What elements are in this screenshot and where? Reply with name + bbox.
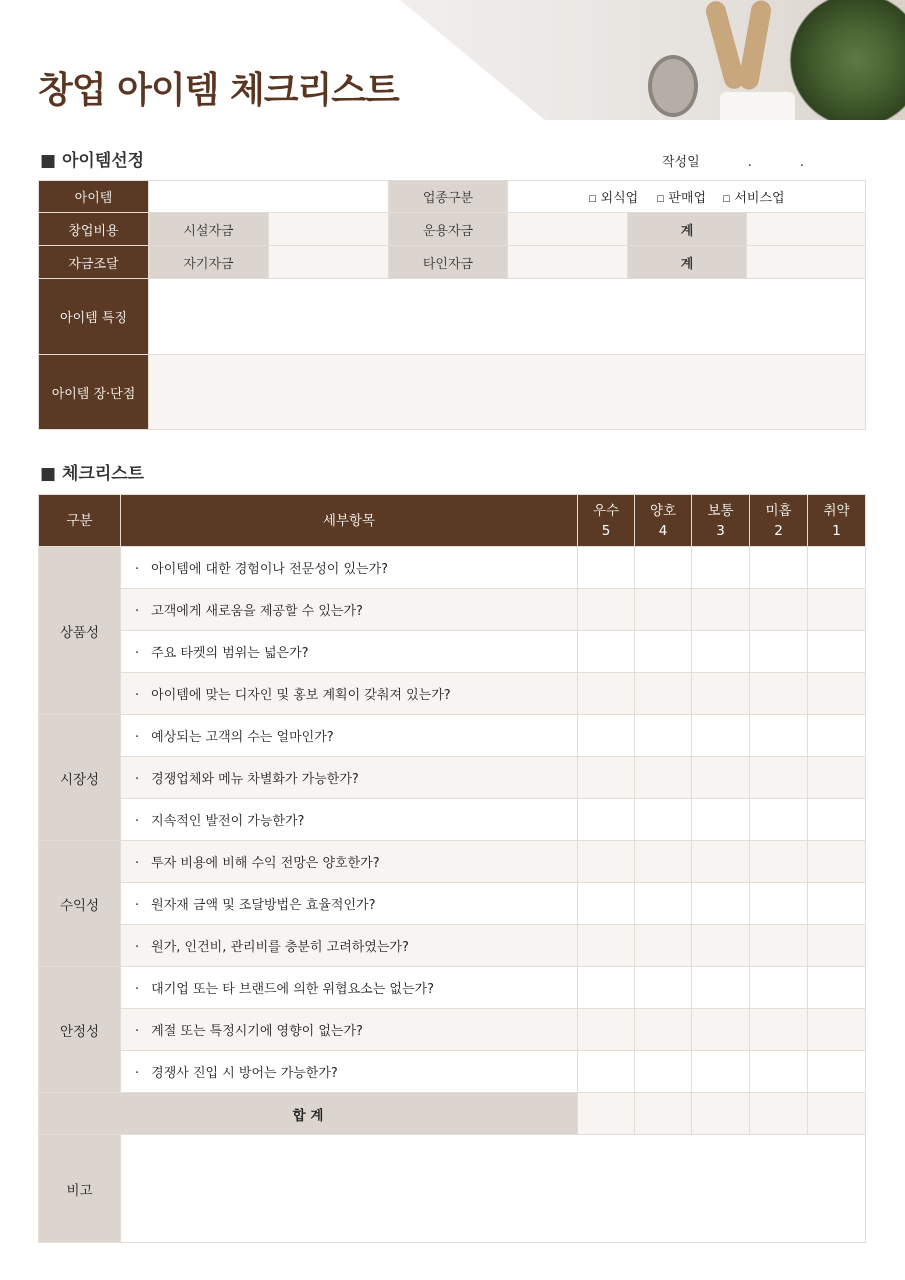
category-cell: 시장성 [39,715,121,841]
question-cell: · 경쟁사 진입 시 방어는 가능한가? [121,1051,578,1093]
question-cell: · 고객에게 새로움을 제공할 수 있는가? [121,589,578,631]
score-cell[interactable] [692,673,750,715]
score-cell[interactable] [635,883,692,925]
score-cell[interactable] [808,1051,866,1093]
industry-label: 업종구분 [389,181,508,213]
score-cell[interactable] [808,631,866,673]
score-label: 미흡 [765,502,792,519]
score-cell[interactable] [692,967,750,1009]
score-cell[interactable] [635,1009,692,1051]
total-label: 계 [628,246,747,279]
pros-cons-input[interactable] [149,355,866,430]
item-label: 아이템 [39,181,149,213]
score-cell[interactable] [750,841,808,883]
total-cell[interactable] [635,1093,692,1135]
question-cell: · 계절 또는 특정시기에 영향이 없는가? [121,1009,578,1051]
table-row [39,925,866,967]
score-cell[interactable] [578,799,635,841]
score-cell[interactable] [750,883,808,925]
score-label: 취약 [823,502,850,519]
facility-input[interactable] [269,213,389,246]
table-row [39,631,866,673]
cost-label: 창업비용 [39,213,149,246]
score-cell[interactable] [578,589,635,631]
strainer-image [648,55,698,117]
utensil-holder-image [720,92,795,120]
header-score-1 [808,495,866,547]
funding-label: 자금조달 [39,246,149,279]
question-cell: · 대기업 또는 타 브랜드에 의한 위협요소는 없는가? [121,967,578,1009]
score-cell[interactable] [750,799,808,841]
header-category: 구분 [39,495,121,547]
score-value: 4 [658,522,668,539]
score-cell[interactable] [635,715,692,757]
score-cell[interactable] [692,757,750,799]
score-label: 양호 [649,502,677,519]
score-cell[interactable] [578,673,635,715]
score-cell[interactable] [635,841,692,883]
score-cell[interactable] [750,589,808,631]
own-funds-label: 자기자금 [149,246,269,279]
total-label: 계 [628,213,747,246]
score-cell[interactable] [750,631,808,673]
table-row [39,1051,866,1093]
score-cell[interactable] [808,841,866,883]
score-cell[interactable] [750,967,808,1009]
score-cell[interactable] [692,715,750,757]
table-row [39,799,866,841]
industry-option[interactable] [722,191,784,206]
score-cell[interactable] [808,547,866,589]
table-row [39,757,866,799]
score-cell[interactable] [808,1009,866,1051]
industry-options [508,181,866,213]
total-label: 합 계 [39,1093,578,1135]
score-cell[interactable] [750,547,808,589]
table-row [39,715,866,757]
remarks-input[interactable] [121,1135,866,1243]
score-cell[interactable] [635,757,692,799]
score-cell[interactable] [808,673,866,715]
score-cell[interactable] [635,1051,692,1093]
section-heading-item: ■ 아이템선정 [40,151,145,171]
table-row [39,547,866,589]
question-cell: · 예상되는 고객의 수는 얼마인가? [121,715,578,757]
item-input[interactable] [149,181,389,213]
item-selection-table [38,180,866,430]
question-cell: · 지속적인 발전이 가능한가? [121,799,578,841]
cost-total-input[interactable] [747,213,866,246]
date-sep: . [799,155,804,170]
option-label: 외식업 [600,191,639,206]
score-value: 3 [716,522,725,539]
checkbox-icon: ☐ [588,195,597,205]
funding-total-input[interactable] [747,246,866,279]
score-cell[interactable] [750,673,808,715]
score-cell[interactable] [808,883,866,925]
industry-option[interactable] [588,191,638,206]
features-label: 아이템 특징 [39,279,149,355]
score-cell[interactable] [635,547,692,589]
date-label: 작성일 [662,155,700,170]
question-cell: · 원가, 인건비, 관리비를 충분히 고려하였는가? [121,925,578,967]
score-cell[interactable] [692,841,750,883]
date-sep: . [747,155,752,170]
score-cell[interactable] [692,925,750,967]
score-cell[interactable] [578,547,635,589]
score-cell[interactable] [635,967,692,1009]
score-cell[interactable] [692,1009,750,1051]
facility-label: 시설자금 [149,213,269,246]
plant-image [785,0,905,120]
score-cell[interactable] [578,1051,635,1093]
checklist-table [38,494,866,1243]
header-score-5 [578,495,635,547]
score-cell[interactable] [578,883,635,925]
question-cell: · 주요 타켓의 범위는 넓은가? [121,631,578,673]
own-funds-input[interactable] [269,246,389,279]
question-cell: · 투자 비용에 비해 수익 전망은 양호한가? [121,841,578,883]
score-cell[interactable] [578,757,635,799]
score-cell[interactable] [750,925,808,967]
table-row [39,589,866,631]
score-cell[interactable] [578,841,635,883]
score-cell[interactable] [692,547,750,589]
table-row [39,883,866,925]
score-cell[interactable] [578,715,635,757]
score-cell[interactable] [808,799,866,841]
question-cell: · 아이템에 대한 경험이나 전문성이 있는가? [121,547,578,589]
pros-cons-label: 아이템 장·단점 [39,355,149,430]
table-row [39,967,866,1009]
checkbox-icon: ☐ [656,195,665,205]
operating-label: 운용자금 [389,213,508,246]
score-cell[interactable] [635,799,692,841]
option-label: 판매업 [668,191,707,206]
score-label: 보통 [707,502,734,519]
score-cell[interactable] [692,1051,750,1093]
header-score-2 [750,495,808,547]
question-cell: · 경쟁업체와 메뉴 차별화가 가능한가? [121,757,578,799]
score-value: 5 [601,522,611,539]
other-funds-input[interactable] [508,246,628,279]
score-cell[interactable] [578,925,635,967]
score-cell[interactable] [750,715,808,757]
score-cell[interactable] [808,967,866,1009]
score-cell[interactable] [635,631,692,673]
table-row [39,1009,866,1051]
total-cell[interactable] [692,1093,750,1135]
score-cell[interactable] [692,631,750,673]
score-cell[interactable] [808,925,866,967]
total-cell[interactable] [750,1093,808,1135]
score-cell[interactable] [578,1009,635,1051]
question-cell: · 아이템에 맞는 디자인 및 홍보 계획이 갖춰져 있는가? [121,673,578,715]
section-heading-checklist: ■ 체크리스트 [40,464,145,484]
total-cell[interactable] [578,1093,635,1135]
header-score-4 [635,495,692,547]
date-field[interactable] [662,151,804,170]
features-input[interactable] [149,279,866,355]
score-cell[interactable] [635,589,692,631]
score-cell[interactable] [692,883,750,925]
score-value: 1 [832,522,841,539]
category-cell: 안정성 [39,967,121,1093]
score-cell[interactable] [692,799,750,841]
total-cell[interactable] [808,1093,866,1135]
table-row [39,673,866,715]
remarks-label: 비고 [39,1135,121,1243]
table-row [39,841,866,883]
page-title: 창업 아이템 체크리스트 [38,70,399,111]
score-value: 2 [774,522,783,539]
option-label: 서비스업 [734,191,785,206]
score-cell[interactable] [635,925,692,967]
score-cell[interactable] [578,967,635,1009]
score-cell[interactable] [578,631,635,673]
score-cell[interactable] [808,715,866,757]
score-label: 우수 [592,502,620,519]
score-cell[interactable] [808,589,866,631]
other-funds-label: 타인자금 [389,246,508,279]
score-cell[interactable] [750,757,808,799]
operating-input[interactable] [508,213,628,246]
score-cell[interactable] [750,1009,808,1051]
score-cell[interactable] [750,1051,808,1093]
category-cell: 상품성 [39,547,121,715]
industry-option[interactable] [656,191,706,206]
header-score-3 [692,495,750,547]
question-cell: · 원자재 금액 및 조달방법은 효율적인가? [121,883,578,925]
score-cell[interactable] [808,757,866,799]
checkbox-icon: ☐ [722,195,731,205]
score-cell[interactable] [692,589,750,631]
category-cell: 수익성 [39,841,121,967]
header-detail: 세부항목 [121,495,578,547]
score-cell[interactable] [635,673,692,715]
